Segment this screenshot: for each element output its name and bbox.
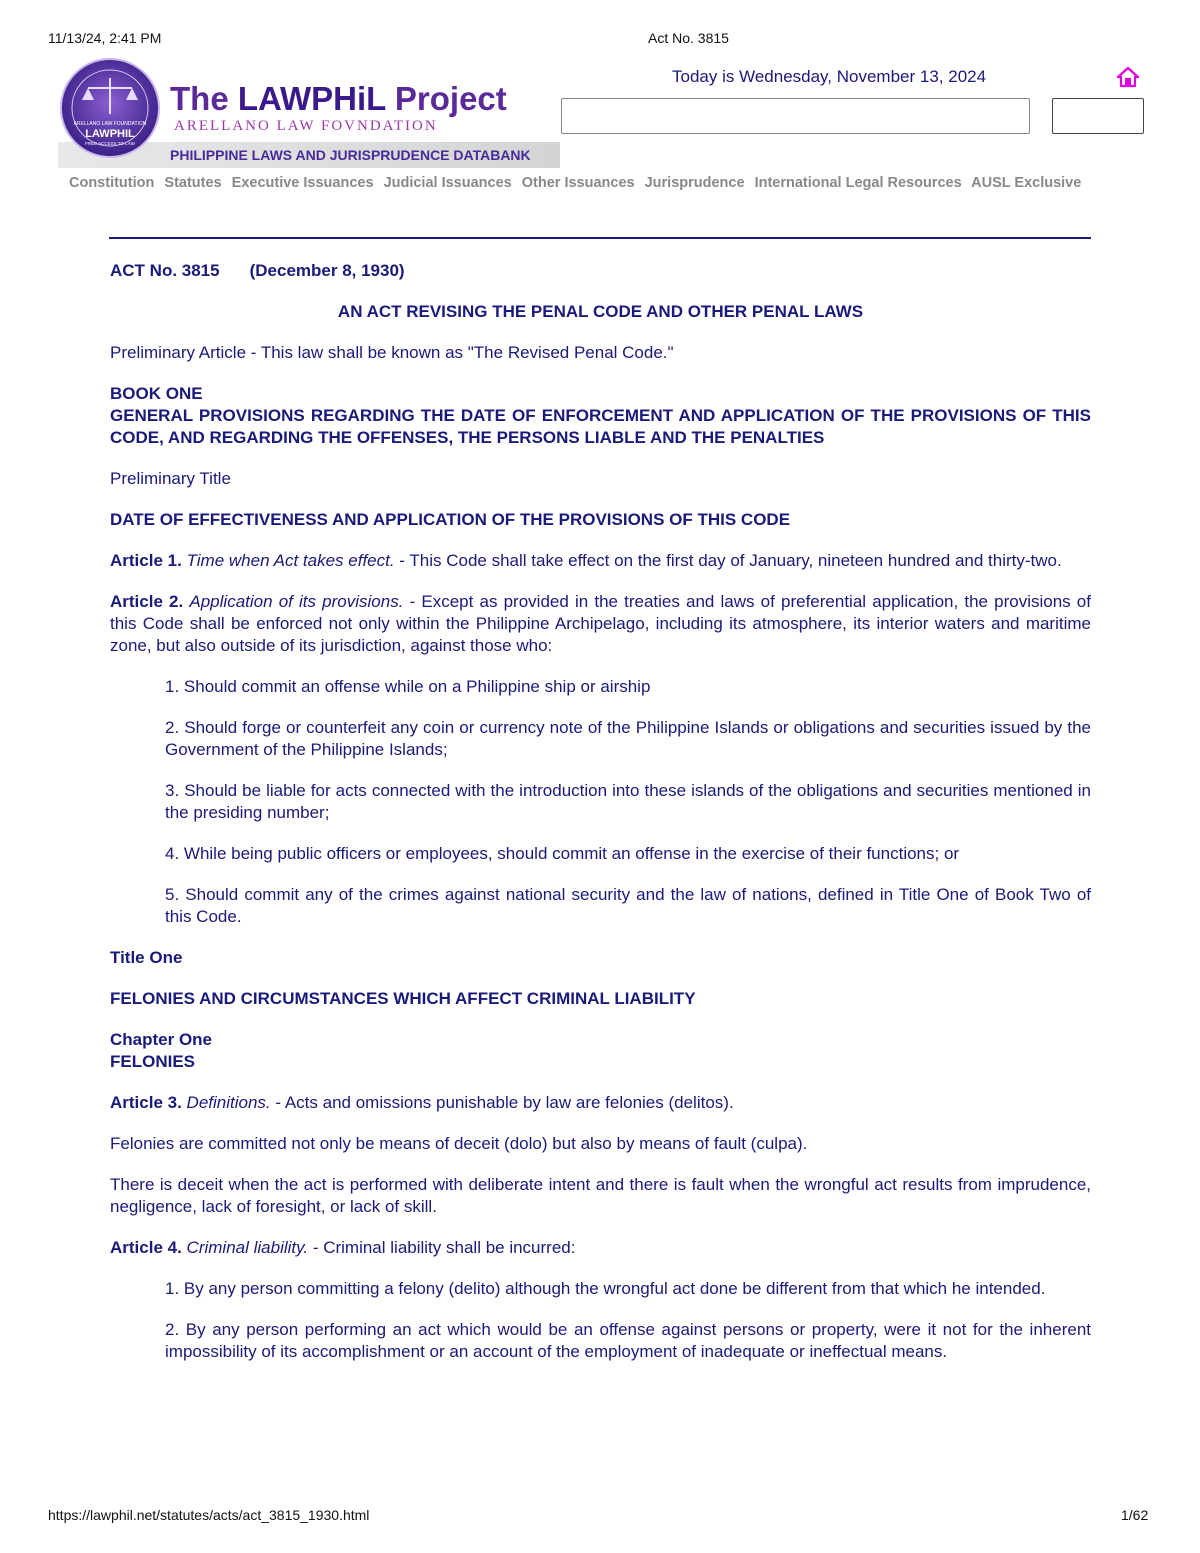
print-datetime: 11/13/24, 2:41 PM	[48, 30, 162, 46]
list-item: 1. By any person committing a felony (delito) although the wrongful act done be different from that which he intended.	[165, 1279, 1046, 1298]
list-item: 5. Should commit any of the crimes against national security and the law of nations, defined in Title One of Book Two of this Code.	[165, 885, 1091, 926]
book-one-label: BOOK ONE	[110, 384, 203, 403]
book-one-title: GENERAL PROVISIONS REGARDING THE DATE OF ENFORCEMENT AND APPLICATION OF THE PROVISIONS OF THIS CODE, AND REGARDING THE OFFENSES, THE PERSONS LIABLE AND THE PENALTIES	[110, 406, 1091, 447]
today-date: Today is Wednesday, November 13, 2024	[672, 67, 987, 86]
print-title: Act No. 3815	[648, 30, 729, 46]
print-page-number: 1/62	[1121, 1507, 1149, 1523]
chapter-one-heading: FELONIES	[110, 1052, 196, 1071]
chapter-one-block	[110, 1029, 1091, 1073]
article-1-label: Article 1.	[110, 551, 182, 570]
main-nav	[69, 175, 1087, 191]
list-item: 4. While being public officers or employees, should commit an offense in the exercise of their functions; or	[165, 844, 960, 863]
preliminary-article: Preliminary Article - This law shall be known as "The Revised Penal Code."	[110, 343, 674, 362]
logo-foundation: ARELLANO LAW FOVNDATION	[174, 118, 438, 134]
svg-text:ARELLANO LAW FOUNDATION: ARELLANO LAW FOUNDATION	[73, 121, 147, 127]
header-divider	[109, 237, 1091, 239]
title-one-label: Title One	[110, 948, 183, 967]
logo-wordmark: The LAWPHiL Project	[170, 80, 507, 117]
article-3-text: - Acts and omissions punishable by law are felonies (delitos).	[270, 1093, 734, 1112]
article-4-label: Article 4.	[110, 1238, 182, 1257]
article-3-label: Article 3.	[110, 1093, 182, 1112]
list-item: 3. Should be liable for acts connected with the introduction into these islands of the obligations and securities mentioned in the presiding number;	[165, 781, 1091, 822]
nav-constitution[interactable]: Constitution	[69, 175, 155, 191]
print-url: https://lawphil.net/statutes/acts/act_3815_1930.html	[48, 1507, 370, 1523]
article-4-text: - Criminal liability shall be incurred:	[308, 1238, 576, 1257]
nav-statutes[interactable]: Statutes	[164, 175, 222, 191]
document-body	[110, 260, 1091, 1382]
nav-ausl-exclusive[interactable]: AUSL Exclusive	[971, 175, 1082, 191]
scales-seal-icon	[61, 59, 159, 157]
article-2-text: - Except as provided in the treaties and laws of preferential application, the provisions of this Code shall be enforced not only within the Philippine Archipelago, including its atmosphere, its interior waters and maritime zone, but also outside of its jurisdiction, against those who:	[110, 592, 1091, 655]
nav-other-issuances[interactable]: Other Issuances	[521, 175, 635, 191]
article-3	[110, 1092, 1091, 1114]
svg-text:FREE ACCESS TO LAW: FREE ACCESS TO LAW	[85, 141, 135, 146]
nav-executive-issuances[interactable]: Executive Issuances	[231, 175, 374, 191]
search-button[interactable]	[1052, 98, 1144, 134]
act-heading	[110, 260, 1091, 282]
article-3-caption: Definitions.	[186, 1093, 271, 1112]
home-icon[interactable]	[1116, 66, 1140, 88]
article-2-label: Article 2.	[110, 592, 184, 611]
article-1-text: - This Code shall take effect on the first day of January, nineteen hundred and thirty-two.	[394, 551, 1062, 570]
book-one-block	[110, 383, 1091, 449]
preliminary-title: Preliminary Title	[110, 469, 231, 488]
article-4-caption: Criminal liability.	[186, 1238, 309, 1257]
act-number: ACT No. 3815	[110, 261, 220, 280]
list-item: 2. Should forge or counterfeit any coin or currency note of the Philippine Islands or obligations and securities issued by the Government of the Philippine Islands;	[165, 718, 1091, 759]
svg-text:LAWPHIL: LAWPHIL	[85, 128, 135, 140]
article-1	[110, 550, 1091, 572]
article-3-paragraph-2: Felonies are committed not only be means of deceit (dolo) but also by means of fault (culpa).	[110, 1134, 808, 1153]
article-3-paragraph-3: There is deceit when the act is performed with deliberate intent and there is fault when the wrongful act results from imprudence, negligence, lack of foresight, or lack of skill.	[110, 1175, 1091, 1216]
act-date: (December 8, 1930)	[249, 261, 405, 280]
article-2-caption: Application of its provisions.	[189, 592, 404, 611]
article-1-caption: Time when Act takes effect.	[186, 551, 395, 570]
preliminary-heading: DATE OF EFFECTIVENESS AND APPLICATION OF THE PROVISIONS OF THIS CODE	[110, 510, 791, 529]
nav-international-legal-resources[interactable]: International Legal Resources	[754, 175, 962, 191]
title-one-heading: FELONIES AND CIRCUMSTANCES WHICH AFFECT CRIMINAL LIABILITY	[110, 989, 696, 1008]
article-4	[110, 1237, 1091, 1259]
article-2	[110, 591, 1091, 657]
list-item: 2. By any person performing an act which would be an offense against persons or property, were it not for the inherent impossibility of its accomplishment or an account of the employment of inadequate or ineffectual means.	[165, 1320, 1091, 1361]
search-input[interactable]	[561, 98, 1030, 134]
chapter-one-label: Chapter One	[110, 1030, 213, 1049]
nav-judicial-issuances[interactable]: Judicial Issuances	[383, 175, 512, 191]
nav-jurisprudence[interactable]: Jurisprudence	[644, 175, 745, 191]
act-title: AN ACT REVISING THE PENAL CODE AND OTHER PENAL LAWS	[337, 302, 864, 321]
logo-tagline: PHILIPPINE LAWS AND JURISPRUDENCE DATABANK	[170, 147, 531, 163]
list-item: 1. Should commit an offense while on a Philippine ship or airship	[165, 677, 651, 696]
lawphil-logo[interactable]	[58, 58, 560, 170]
